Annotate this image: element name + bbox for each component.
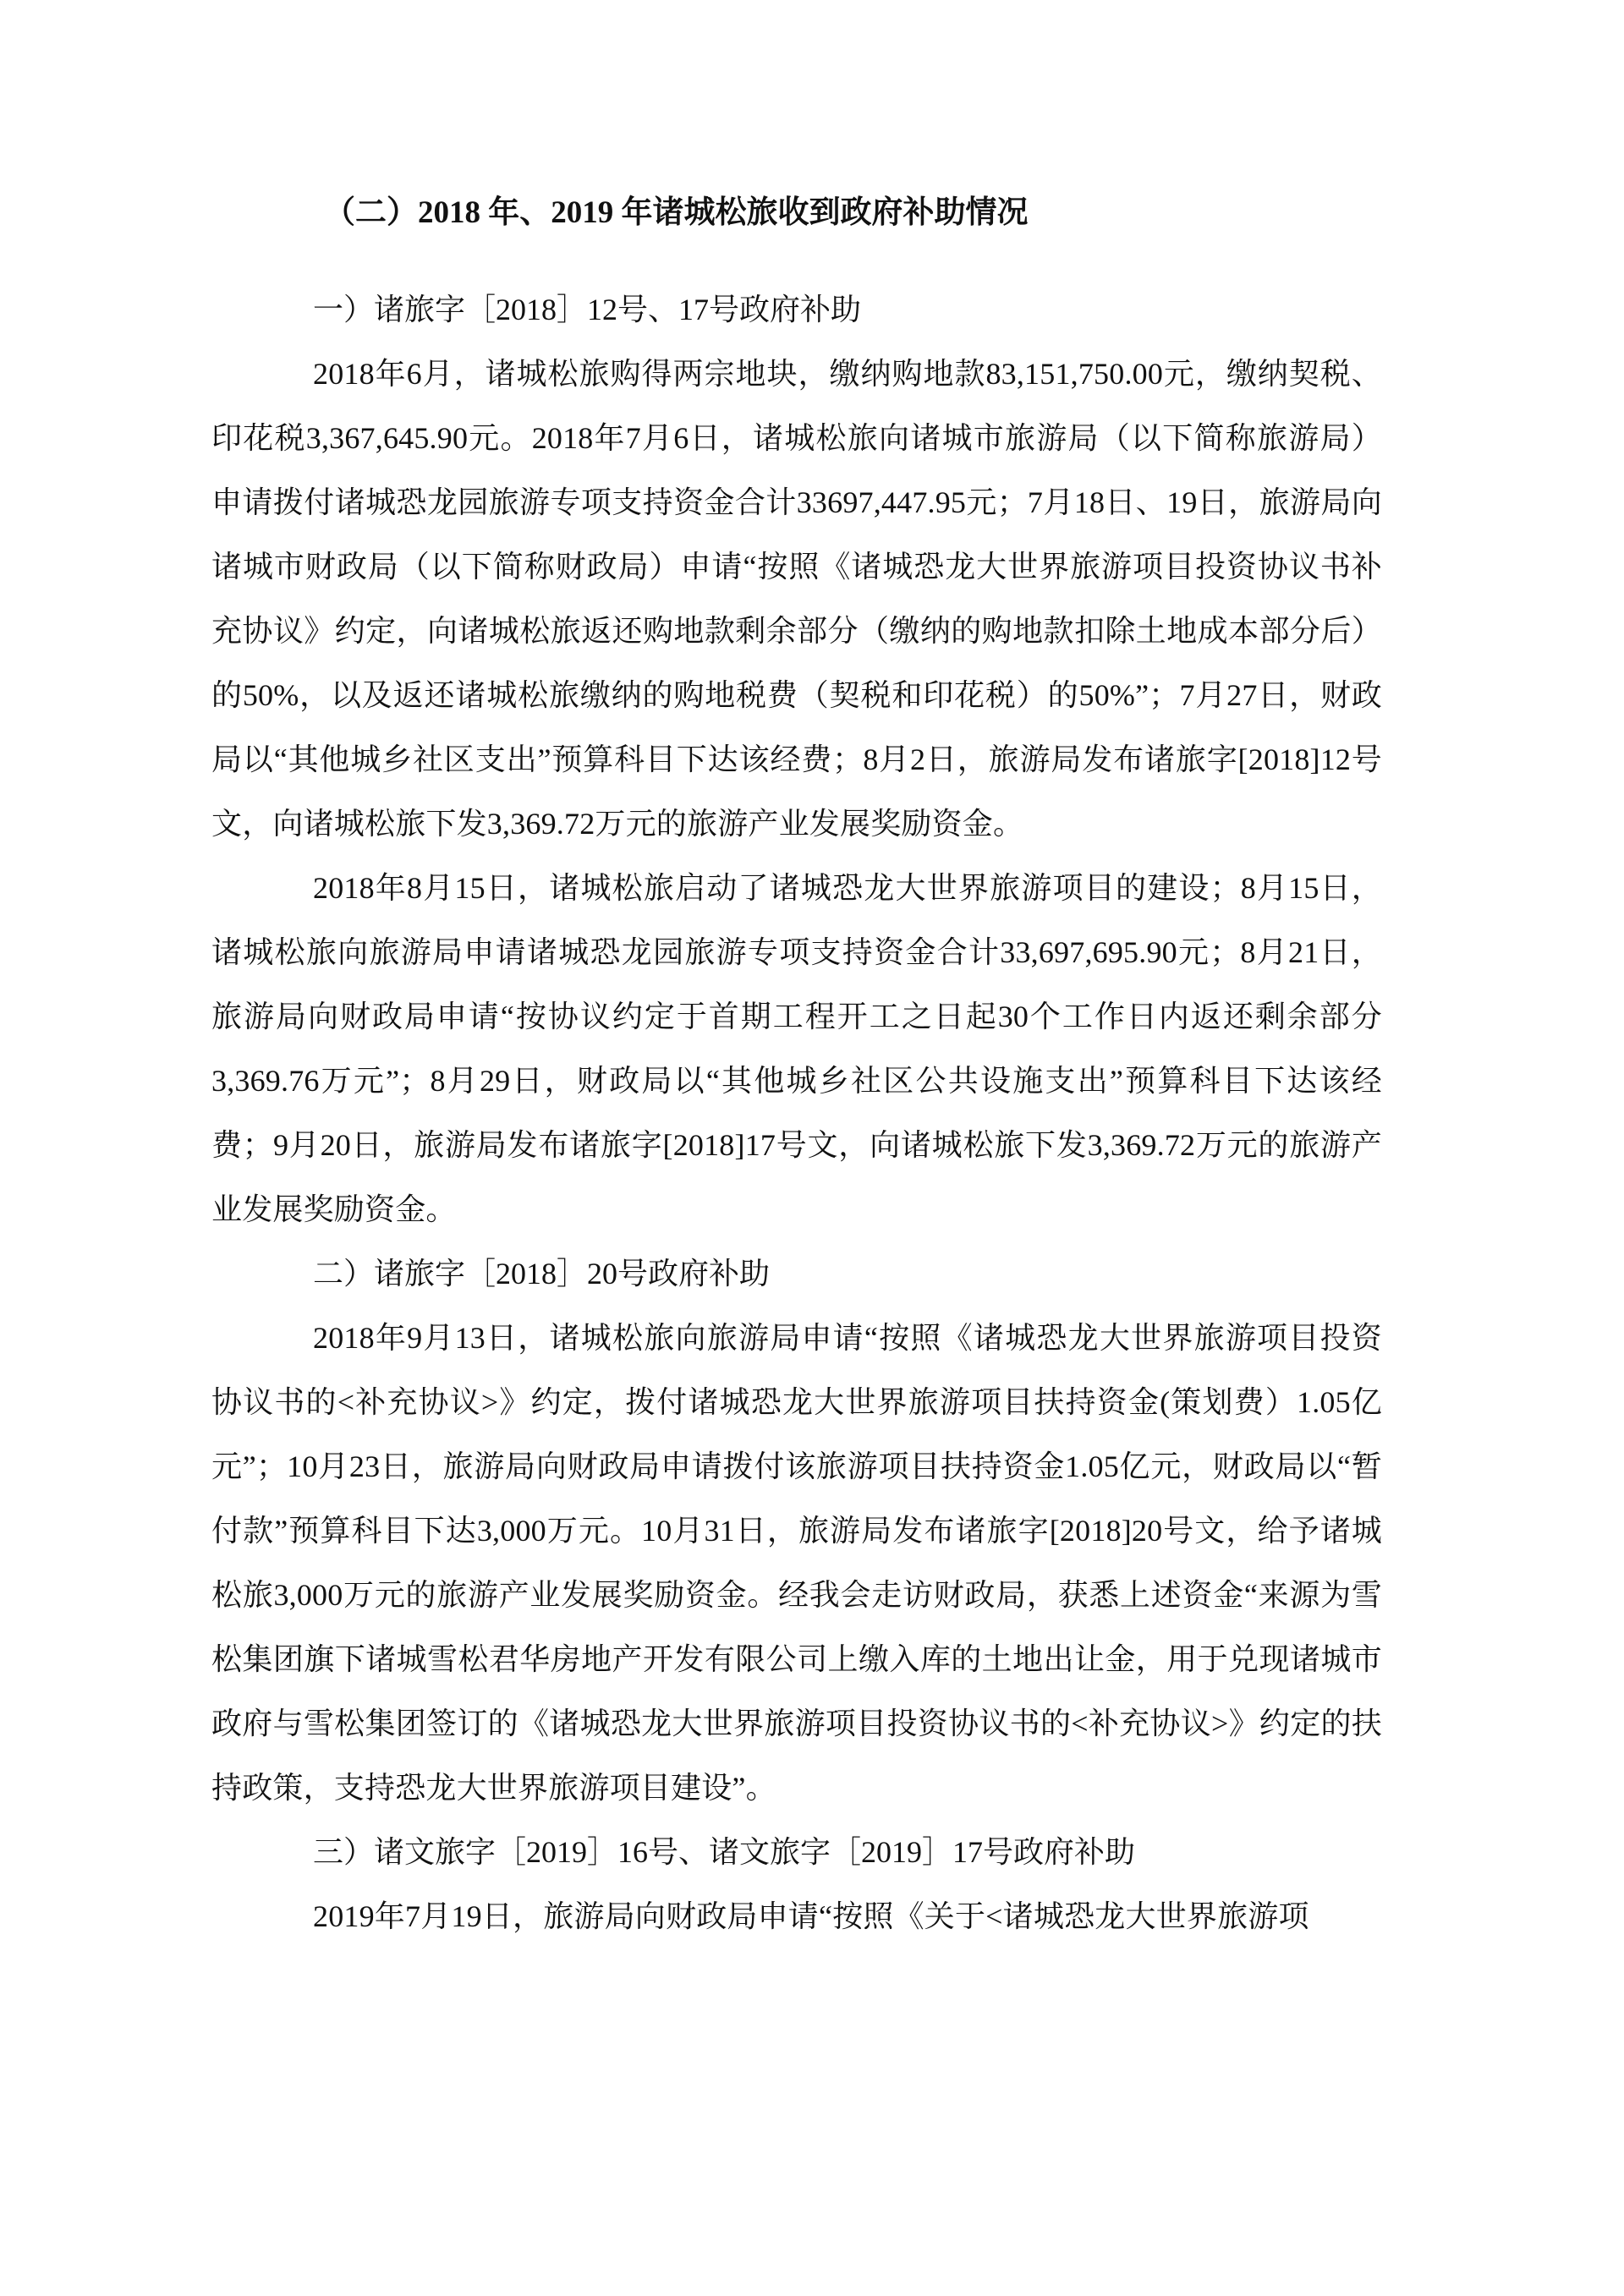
- subsection-heading: 三）诸文旅字［2019］16号、诸文旅字［2019］17号政府补助: [313, 1835, 1136, 1869]
- subsection-heading: 一）诸旅字［2018］12号、17号政府补助: [313, 293, 862, 326]
- paragraph: 2018年9月13日，诸城松旅向旅游局申请“按照《诸城恐龙大世界旅游项目投资协议书的<补充协议>》约定，拨付诸城恐龙大世界旅游项目扶持资金(策划费）1.05亿元”；10月23日，旅游局向财政局申请拨付该旅游项目扶持资金1.05亿元，财政局以“暂付款”预算科目下达3,000万元。10月31日，旅游局发布诸旅字[2018]20号文，给予诸城松旅3,000万元的旅游产业发展奖励资金。经我会走访财政局，获悉上述资金“来源为雪松集团旗下诸城雪松君华房地产开发有限公司上缴入库的土地出让金，用于兑现诸城市政府与雪松集团签订的《诸城恐龙大世界旅游项目投资协议书的<补充协议>》约定的扶持政策，支持恐龙大世界旅游项目建设”。: [211, 1321, 1382, 1805]
- paragraph: 2018年8月15日，诸城松旅启动了诸城恐龙大世界旅游项目的建设；8月15日，诸城松旅向旅游局申请诸城恐龙园旅游专项支持资金合计33,697,695.90元；8月21日，旅游局向财政局申请“按协议约定于首期工程开工之日起30个工作日内返还剩余部分3,369.76万元”；8月29日，财政局以“其他城乡社区公共设施支出”预算科目下达该经费；9月20日，旅游局发布诸旅字[2018]17号文，向诸城松旅下发3,369.72万元的旅游产业发展奖励资金。: [211, 871, 1382, 1226]
- section-title: （二）2018 年、2019 年诸城松旅收到政府补助情况: [324, 195, 1029, 230]
- document-page: [211, 188, 1382, 1948]
- subsection-1: [211, 277, 1382, 1241]
- paragraph: 2019年7月19日，旅游局向财政局申请“按照《关于<诸城恐龙大世界旅游项: [313, 1899, 1309, 1933]
- paragraph: 2018年6月，诸城松旅购得两宗地块，缴纳购地款83,151,750.00元，缴纳契税、印花税3,367,645.90元。2018年7月6日，诸城松旅向诸城市旅游局（以下简称旅游局）申请拨付诸城恐龙园旅游专项支持资金合计33697,447.95元；7月18日、19日，旅游局向诸城市财政局（以下简称财政局）申请“按照《诸城恐龙大世界旅游项目投资协议书补充协议》约定，向诸城松旅返还购地款剩余部分（缴纳的购地款扣除土地成本部分后）的50%，以及返还诸城松旅缴纳的购地税费（契税和印花税）的50%”；7月27日，财政局以“其他城乡社区支出”预算科目下达该经费；8月2日，旅游局发布诸旅字[2018]12号文，向诸城松旅下发3,369.72万元的旅游产业发展奖励资金。: [211, 357, 1382, 841]
- subsection-2: [211, 1241, 1382, 1820]
- subsection-heading: 二）诸旅字［2018］20号政府补助: [313, 1257, 771, 1290]
- subsection-3: [211, 1820, 1382, 1948]
